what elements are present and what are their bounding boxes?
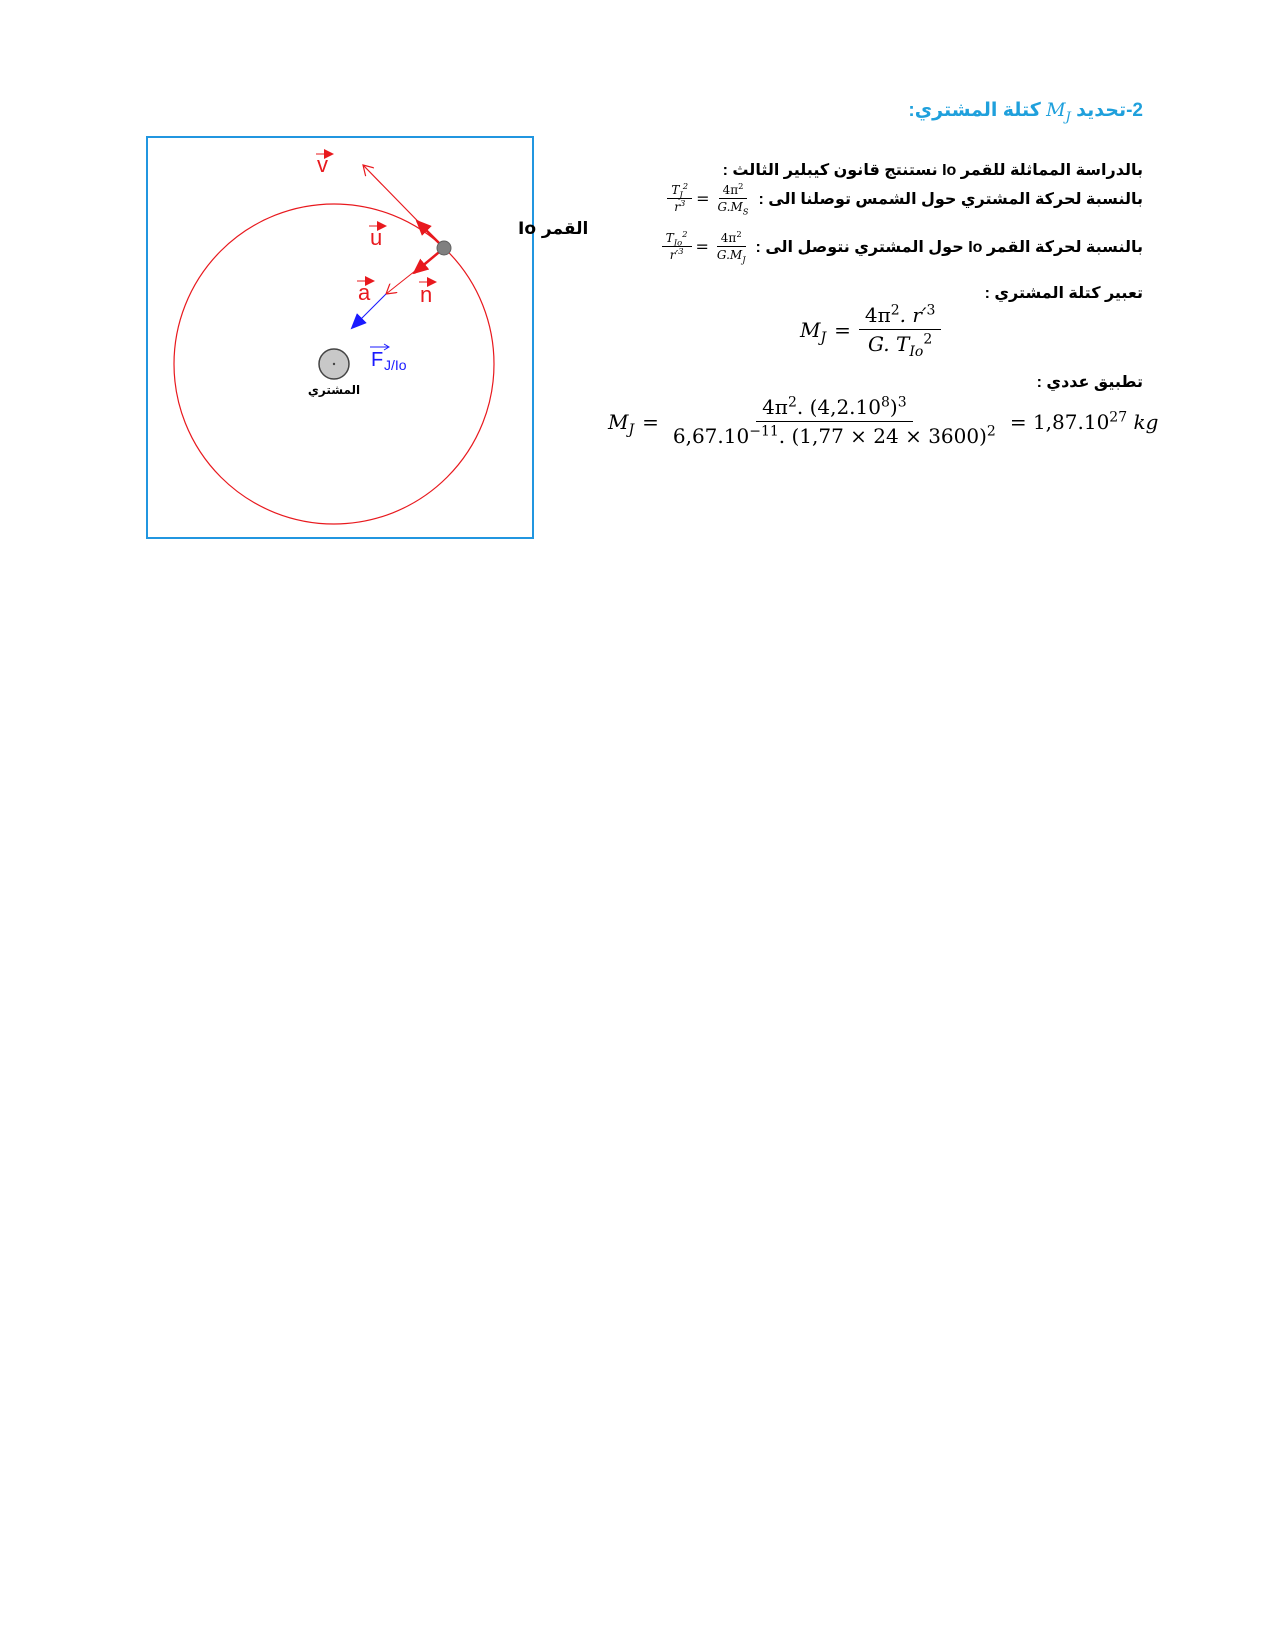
label-io: القمر Io xyxy=(518,219,589,239)
heading-word-after: كتلة المشتري: xyxy=(908,100,1041,121)
mass-expression: $M_J$ = $\frac{4\pi^2. r'^3}{G. T_{Io}^2}$ xyxy=(800,305,941,354)
acceleration-vector xyxy=(386,248,444,294)
section-heading xyxy=(908,99,1143,125)
orbit-svg xyxy=(148,138,589,537)
line-2-text: بالنسبة لحركة المشتري حول الشمس توصلنا الى : xyxy=(758,190,1143,208)
heading-number: 2- xyxy=(1126,100,1143,121)
io-moon xyxy=(437,241,451,255)
label-vec-n: n xyxy=(420,282,433,307)
kepler-sun-formula: $\frac{T_J^2}{r^3}$ = $\frac{4\pi^2}{G.M_S}$ xyxy=(667,184,752,213)
label-vec-a: a xyxy=(358,280,371,305)
label-vec-F-sub: J/Io xyxy=(384,357,407,373)
text-line-2 xyxy=(667,181,1143,217)
label-vec-F: F xyxy=(371,349,384,371)
orbit-diagram xyxy=(146,136,589,539)
text-line-5: تطبيق عددي : xyxy=(1036,374,1143,391)
heading-symbol: $M_J$ xyxy=(1046,99,1071,125)
label-vec-u: u xyxy=(370,225,383,250)
text-line-3 xyxy=(662,229,1143,265)
heading-word-before: تحديد xyxy=(1076,100,1127,121)
text-line-4: تعبير كتلة المشتري : xyxy=(984,285,1143,302)
label-vec-v: v xyxy=(317,152,328,177)
kepler-io-formula: $\frac{T_{Io}^2}{r'^3}$ = $\frac{4\pi^2}{G.M_J}$ xyxy=(662,232,750,261)
jupiter-center-dot xyxy=(333,363,335,365)
text-line-1: بالدراسة المماثلة للقمر Io نستنتج قانون كيبلير الثالث : xyxy=(722,162,1143,179)
line-3-text: بالنسبة لحركة القمر Io حول المشتري نتوصل الى : xyxy=(755,238,1143,256)
numeric-application: $M_J$ = $\frac{4\pi^2. (4,2.10^8)^3}{6,67.10^{-11}. (1,77 \times 24 \times 3600)^2}$ = $1,87.10^{27}$ kg xyxy=(608,394,1159,448)
label-jupiter: المشتري xyxy=(307,383,361,397)
